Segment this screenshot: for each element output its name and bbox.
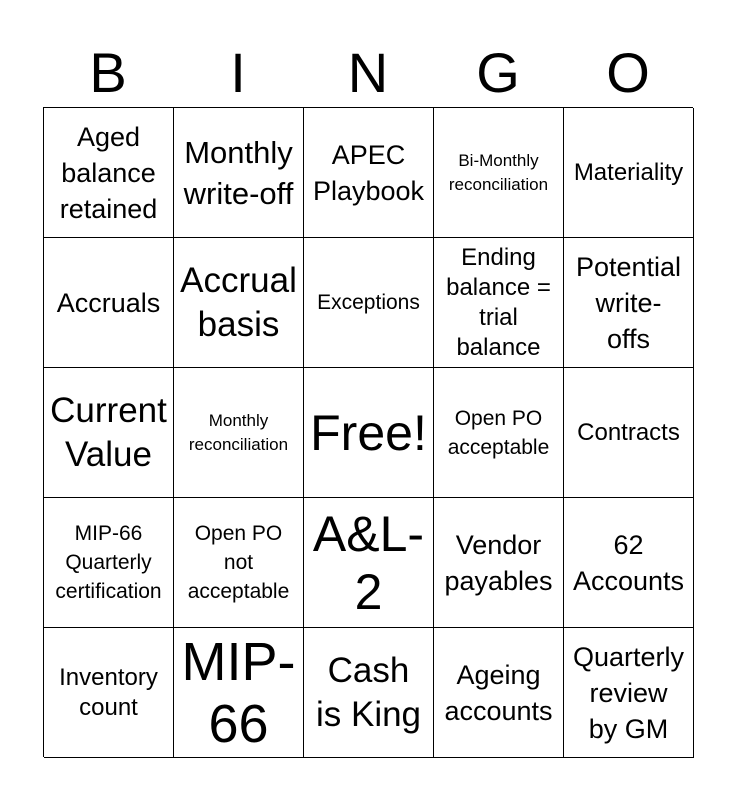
bingo-cell[interactable]: Open PO not acceptable bbox=[174, 498, 304, 628]
free-space-cell[interactable]: Free! bbox=[304, 368, 434, 498]
bingo-cell[interactable]: Potential write- offs bbox=[564, 238, 694, 368]
bingo-cell[interactable]: Bi-Monthly reconciliation bbox=[434, 108, 564, 238]
bingo-cell[interactable]: Quarterly review by GM bbox=[564, 628, 694, 758]
bingo-cell[interactable]: Open PO acceptable bbox=[434, 368, 564, 498]
header-letter-o: O bbox=[606, 41, 650, 104]
bingo-cell[interactable]: Accruals bbox=[44, 238, 174, 368]
bingo-cell[interactable]: Ending balance = trial balance bbox=[434, 238, 564, 368]
bingo-cell[interactable]: 62 Accounts bbox=[564, 498, 694, 628]
bingo-cell[interactable]: MIP-66 Quarterly certification bbox=[44, 498, 174, 628]
bingo-cell[interactable]: Vendor payables bbox=[434, 498, 564, 628]
bingo-cell[interactable]: Monthly reconciliation bbox=[174, 368, 304, 498]
header-letter-n: N bbox=[347, 41, 389, 104]
header-letter-i: I bbox=[230, 41, 246, 104]
bingo-cell[interactable]: MIP- 66 bbox=[174, 628, 304, 758]
bingo-cell[interactable]: Contracts bbox=[564, 368, 694, 498]
bingo-cell[interactable]: Materiality bbox=[564, 108, 694, 238]
bingo-cell[interactable]: Monthly write-off bbox=[174, 108, 304, 238]
bingo-cell[interactable]: Current Value bbox=[44, 368, 174, 498]
bingo-card-grid bbox=[43, 107, 693, 757]
bingo-cell[interactable]: Aged balance retained bbox=[44, 108, 174, 238]
bingo-cell[interactable]: Inventory count bbox=[44, 628, 174, 758]
header-letter-g: G bbox=[476, 41, 520, 104]
bingo-cell[interactable]: Exceptions bbox=[304, 238, 434, 368]
bingo-cell[interactable]: Ageing accounts bbox=[434, 628, 564, 758]
header-letter-b: B bbox=[89, 41, 127, 104]
bingo-cell[interactable]: APEC Playbook bbox=[304, 108, 434, 238]
bingo-cell[interactable]: Cash is King bbox=[304, 628, 434, 758]
bingo-cell[interactable]: Accrual basis bbox=[174, 238, 304, 368]
bingo-header bbox=[43, 40, 693, 106]
bingo-cell[interactable]: A&L- 2 bbox=[304, 498, 434, 628]
